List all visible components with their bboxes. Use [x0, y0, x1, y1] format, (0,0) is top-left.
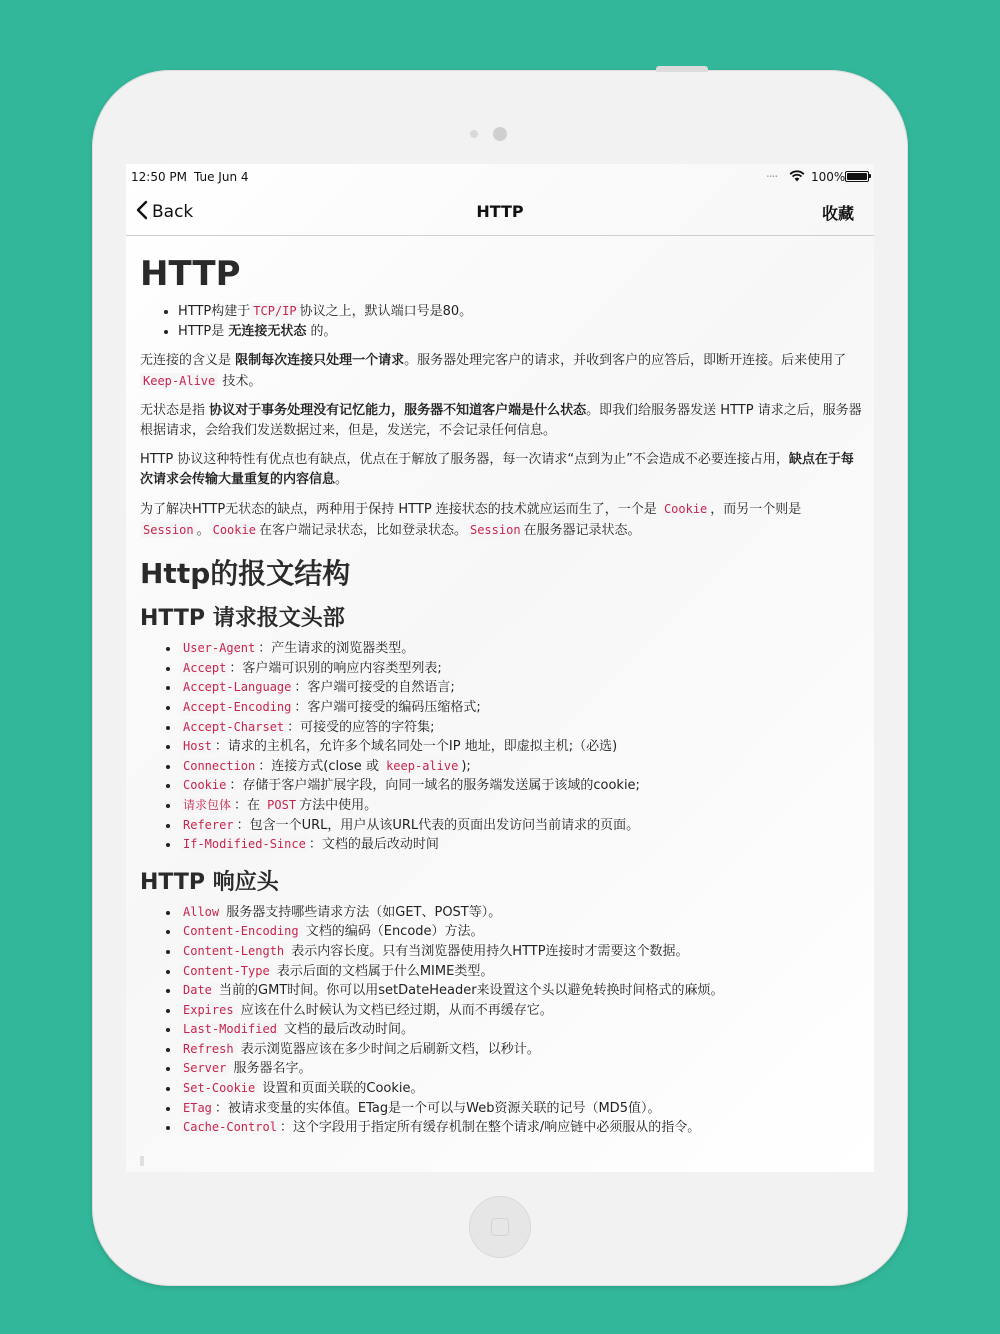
list-item: • Last-Modified 文档的最后改动时间。: [180, 1020, 862, 1040]
paragraph-pros-cons: HTTP 协议这种特性有优点也有缺点，优点在于解放了服务器，每一次请求“点到为止”不会造成不必要连接占用，缺点在于每次请求会传输大量重复的内容信息。: [140, 452, 854, 488]
battery-icon: [845, 171, 869, 182]
paragraph-stateless: 无状态是指 协议对于事务处理没有记忆能力，服务器不知道客户端是什么状态。即我们给服务器发送 HTTP 请求之后，服务器根据请求，会给我们发送数据过来，但是，发送完，不会记录任何信息。: [140, 403, 862, 439]
wifi-icon: [789, 170, 805, 185]
list-item: • Cache-Control ：这个字段用于指定所有缓存机制在整个请求/响应链中必须服从的指令。: [180, 1118, 862, 1138]
battery-percent: 100%: [811, 170, 846, 184]
list-item: • Content-Encoding 文档的编码（Encode）方法。: [180, 922, 862, 942]
app-screen: [126, 164, 874, 1172]
battery-tip: [869, 174, 871, 178]
list-item: • Refresh 表示浏览器应该在多少时间之后刷新文档，以秒计。: [180, 1040, 862, 1060]
status-bar: [126, 164, 874, 188]
request-header-list: [140, 639, 862, 855]
favorite-button[interactable]: 收藏: [821, 204, 854, 223]
subsection-heading-request: HTTP 请求报文头部: [140, 606, 345, 632]
list-item: • Server 服务器名字。: [180, 1059, 862, 1079]
navigation-bar: [126, 188, 874, 236]
tablet-sensor: [470, 130, 478, 138]
list-item: • Accept-Encoding ：客户端可接受的编码压缩格式;: [180, 698, 862, 718]
back-label: Back: [152, 202, 194, 222]
list-item: • If-Modified-Since ：文档的最后改动时间: [180, 835, 862, 855]
list-item: • Expires 应该在什么时候认为文档已经过期，从而不再缓存它。: [180, 1001, 862, 1021]
home-button-icon: [491, 1218, 509, 1236]
subsection-heading-response: HTTP 响应头: [140, 869, 279, 895]
list-item: • Referer ：包含一个URL，用户从该URL代表的页面出发访问当前请求的页面。: [180, 816, 862, 836]
text-cursor: [140, 1156, 144, 1166]
signal-dots: ....: [766, 166, 778, 180]
list-item: • Set-Cookie 设置和页面关联的Cookie。: [180, 1079, 862, 1099]
list-item: • HTTP构建于 TCP/IP 协议之上，默认端口号是80。: [178, 302, 862, 322]
list-item: • Content-Length 表示内容长度。只有当浏览器使用持久HTTP连接时才需要这个数据。: [180, 942, 862, 962]
list-item: • Accept ：客户端可识别的响应内容类型列表;: [180, 659, 862, 679]
list-item: • Accept-Language ：客户端可接受的自然语言;: [180, 678, 862, 698]
article-content: [140, 236, 862, 1148]
list-item: • Date 当前的GMT时间。你可以用setDateHeader来设置这个头以避免转换时间格式的麻烦。: [180, 981, 862, 1001]
tablet-camera: [493, 127, 507, 141]
status-time: 12:50 PM: [131, 170, 187, 184]
paragraph-cookie-session: 为了解决HTTP无状态的缺点，两种用于保持 HTTP 连接状态的技术就应运而生了，一个是 Cookie ，而另一个则是 Session 。 Cookie 在客户端记录状态，比如登录状态。 Session 在服务器记录状态。: [140, 502, 802, 539]
list-item: • Allow 服务器支持哪些请求方法（如GET、POST等）。: [180, 903, 862, 923]
response-header-list: [140, 903, 862, 1138]
intro-list: [140, 302, 862, 341]
section-heading: Http的报文结构: [140, 557, 351, 591]
article-heading: HTTP: [140, 254, 241, 294]
list-item: • HTTP是 无连接无状态 的。: [178, 322, 862, 342]
list-item: • Cookie ：存储于客户端扩展字段，向同一域名的服务端发送属于该域的cookie;: [180, 776, 862, 796]
status-date: Tue Jun 4: [194, 170, 249, 184]
list-item: • Content-Type 表示后面的文档属于什么MIME类型。: [180, 962, 862, 982]
list-item: • User-Agent ：产生请求的浏览器类型。: [180, 639, 862, 659]
list-item: • Accept-Charset ：可接受的应答的字符集;: [180, 718, 862, 738]
tablet-power-button: [656, 66, 708, 72]
list-item: • ETag ：被请求变量的实体值。ETag是一个可以与Web资源关联的记号（MD5值）。: [180, 1099, 862, 1119]
list-item: • 请求包体 ：在 POST 方法中使用。: [180, 796, 862, 816]
page-title: HTTP: [476, 202, 524, 221]
list-item: • Connection ：连接方式(close 或 keep-alive );: [180, 757, 862, 777]
paragraph-connectionless: 无连接的含义是 限制每次连接只处理一个请求。服务器处理完客户的请求，并收到客户的应答后，即断开连接。后来使用了 Keep-Alive 技术。: [140, 353, 847, 390]
list-item: • Host ：请求的主机名，允许多个域名同处一个IP 地址，即虚拟主机;（必选): [180, 737, 862, 757]
